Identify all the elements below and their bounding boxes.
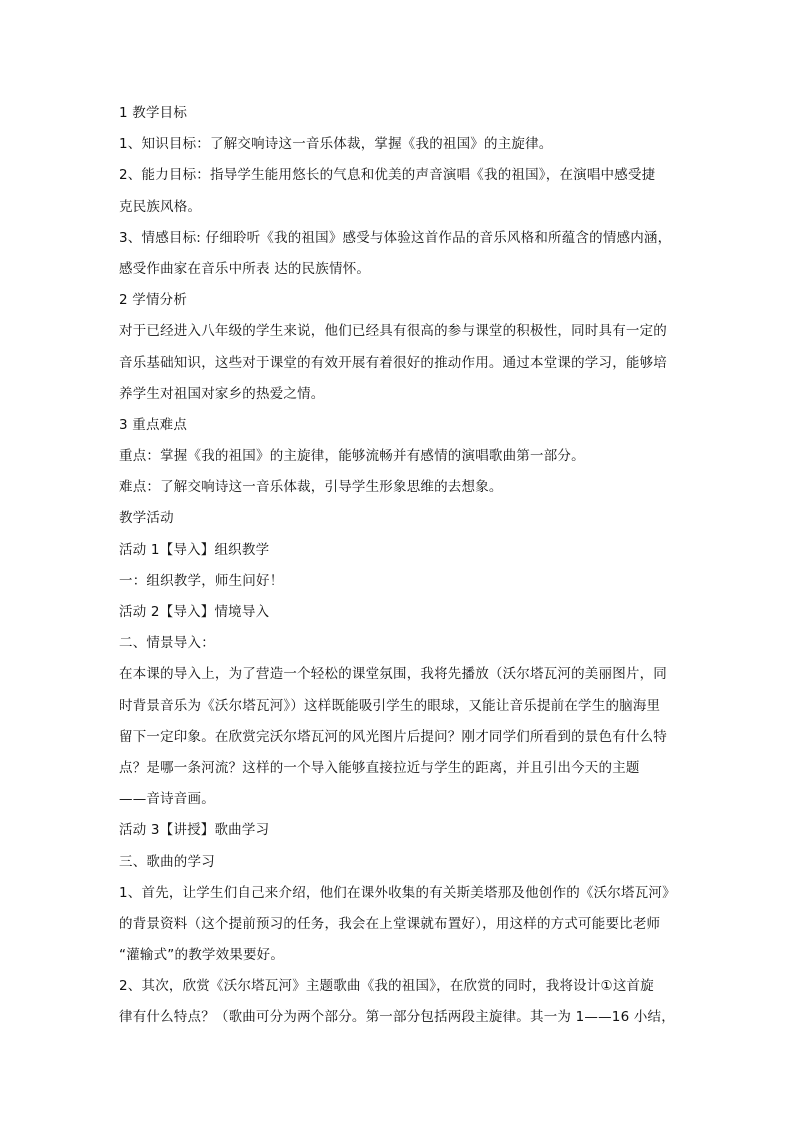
paragraph-line: 3、情感目标: 仔细聆听《我的祖国》感受与体验这首作品的音乐风格和所蕴含的情感内涵， (119, 229, 672, 246)
paragraph-line: 留下一定印象。在欣赏完沃尔塔瓦河的风光图片后提问？刚才同学们所看到的景色有什么特 (119, 728, 667, 745)
paragraph-line: 的背景资料（这个提前预习的任务，我会在上堂课就布置好），用这样的方式可能要比老师 (119, 915, 661, 932)
paragraph-line: 重点：掌握《我的祖国》的主旋律，能够流畅并有感情的演唱歌曲第一部分。 (119, 448, 585, 465)
paragraph-line: 在本课的导入上，为了营造一个轻松的课堂氛围，我将先播放（沃尔塔瓦河的美丽图片，同 (119, 666, 667, 683)
heading-key-difficulties: 3 重点难点 (119, 416, 188, 433)
paragraph-line: 1、首先，让学生们自己来介绍，他们在课外收集的有关斯美塔那及他创作的《沃尔塔瓦河》 (119, 884, 676, 901)
paragraph-line: 难点：了解交响诗这一音乐体裁，引导学生形象思维的去想象。 (119, 479, 503, 496)
activity-heading: 活动 3【讲授】歌曲学习 (119, 822, 270, 839)
paragraph-line: 克民族风格。 (119, 198, 202, 215)
paragraph-line: 三、歌曲的学习 (119, 853, 215, 870)
activity-heading: 活动 1【导入】组织教学 (119, 541, 270, 558)
paragraph-line: 音乐基础知识，这些对于课堂的有效开展有着很好的推动作用。通过本堂课的学习，能够培 (119, 354, 667, 371)
heading-teaching-activities: 教学活动 (119, 510, 174, 527)
paragraph-line: 2、其次，欣赏《沃尔塔瓦河》主题歌曲《我的祖国》，在欣赏的同时，我将设计①这首旋 (119, 978, 654, 995)
paragraph-line: 养学生对祖国对家乡的热爱之情。 (119, 385, 325, 402)
heading-teaching-goals: 1 教学目标 (119, 105, 188, 121)
paragraph-line: 时背景音乐为《沃尔塔瓦河》）这样既能吸引学生的眼球，又能让音乐提前在学生的脑海里 (119, 697, 661, 714)
paragraph-line: ——音诗音画。 (119, 791, 215, 808)
heading-student-analysis: 2 学情分析 (119, 292, 188, 309)
paragraph-line: 1、知识目标：了解交响诗这一音乐体裁，掌握《我的祖国》的主旋律。 (119, 136, 553, 153)
paragraph-line: 感受作曲家在音乐中所表 达的民族情怀。 (119, 260, 371, 277)
paragraph-line: 律有什么特点？（歌曲可分为两个部分。第一部分包括两段主旋律。其一为 1——16 小结， (119, 1009, 675, 1026)
paragraph-line: “灌输式”的教学效果要好。 (119, 947, 285, 964)
document-body (119, 103, 679, 1039)
paragraph-line: 二、情景导入： (119, 635, 215, 652)
activity-heading: 活动 2【导入】情境导入 (119, 604, 270, 620)
paragraph-line: 2、能力目标：指导学生能用悠长的气息和优美的声音演唱《我的祖国》，在演唱中感受捷 (119, 167, 656, 184)
paragraph-line: 点？是哪一条河流？这样的一个导入能够直接拉近与学生的距离，并且引出今天的主题 (119, 759, 640, 776)
paragraph-line: 对于已经进入八年级的学生来说，他们已经具有很高的参与课堂的积极性，同时具有一定的 (119, 323, 667, 340)
paragraph-line: 一：组织教学，师生问好！ (119, 572, 284, 589)
